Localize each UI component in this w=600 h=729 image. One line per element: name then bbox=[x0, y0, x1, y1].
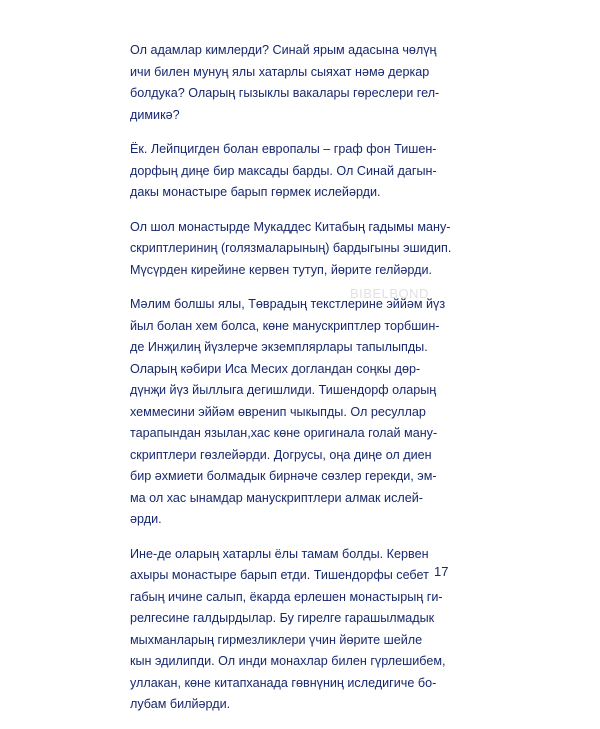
text-line: Ол адамлар кимлерди? Синай ярым адасына чөлүң bbox=[130, 43, 437, 57]
paragraph bbox=[130, 40, 456, 126]
body-text bbox=[130, 40, 456, 729]
text-line: Ёк. Лейпцигден болан европалы – граф фон Тишен- bbox=[130, 142, 437, 156]
text-line: мыхманларың гирмезликлери үчин йөрите шейле bbox=[130, 632, 423, 647]
text-line: ахыры монастыре барып етди. Тишендорфы себет bbox=[130, 568, 429, 582]
text-line: скриптлериниң (голязмаларының) бардыгыны эшидип. bbox=[130, 241, 452, 255]
paragraph bbox=[130, 544, 456, 716]
text-line: тарапындан язылан,хас көне оригинала голай ману- bbox=[130, 426, 438, 440]
text-line: лубам билйәрди. bbox=[130, 697, 231, 711]
text-line: йыл болан хем болса, көне манускриптлер торбшин- bbox=[130, 318, 440, 333]
text-line: Мүсүрден кирейине кервен тутуп, йөрите гелйәрди. bbox=[130, 262, 432, 277]
text-line: ма ол хас ынамдар манускриптлери алмак ислей- bbox=[130, 490, 423, 505]
text-line: дүнҗи йүз йыллыга дегишлиди. Тишендорф оларың bbox=[130, 383, 437, 397]
text-line: әрди. bbox=[130, 512, 162, 526]
text-line: Оларың кәбири Иса Месих догландан соңкы дөр- bbox=[130, 361, 421, 376]
text-line: скриптлери гөзлейәрди. Догрусы, оңа диңе ол диен bbox=[130, 447, 432, 462]
text-line: Мәлим болшы ялы, Төврадың текстлерине эййәм йүз bbox=[130, 297, 446, 311]
paragraph bbox=[130, 294, 456, 531]
text-line: кын эдилипди. Ол инди монахлар билен гүрлешибем, bbox=[130, 654, 446, 668]
text-line: бир әхмиети болмадык бирнәче сөзлер герекди, эм- bbox=[130, 469, 437, 483]
text-line: дорфың диңе бир максады барды. Ол Синай дагын- bbox=[130, 163, 437, 178]
text-line: Ол шол монастырде Мукаддес Китабың гадымы ману- bbox=[130, 219, 451, 234]
text-line: димикә? bbox=[130, 107, 180, 122]
text-line: уллакан, көне китапханада гөвнүниң иследигиче бо- bbox=[130, 675, 437, 690]
paragraph bbox=[130, 217, 456, 282]
text-line: габың ичине салып, ёкарда ерлешен монастырың ги- bbox=[130, 589, 443, 604]
paragraph bbox=[130, 139, 456, 204]
text-line: хеммесини эййәм өвренип чыкыпды. Ол ресуллар bbox=[130, 404, 426, 419]
text-line: Ине-де оларың хатарлы ёлы тамам болды. Кервен bbox=[130, 546, 429, 561]
page-number: 17 bbox=[434, 564, 449, 579]
text-line: болдука? Оларың гызыклы вакалары гөреслери гел- bbox=[130, 86, 440, 100]
text-line: дакы монастыре барып гөрмек ислейәрди. bbox=[130, 185, 381, 199]
watermark: BIBELBOND bbox=[350, 286, 429, 301]
text-line: релгесине галдырдылар. Бу гирелге гарашылмадык bbox=[130, 611, 435, 625]
text-line: де Инҗилиң йүзлерче экземплярлары тапылыпды. bbox=[130, 340, 428, 354]
text-line: ичи билен мунуң ялы хатарлы сыяхат нәмә деркар bbox=[130, 64, 430, 79]
